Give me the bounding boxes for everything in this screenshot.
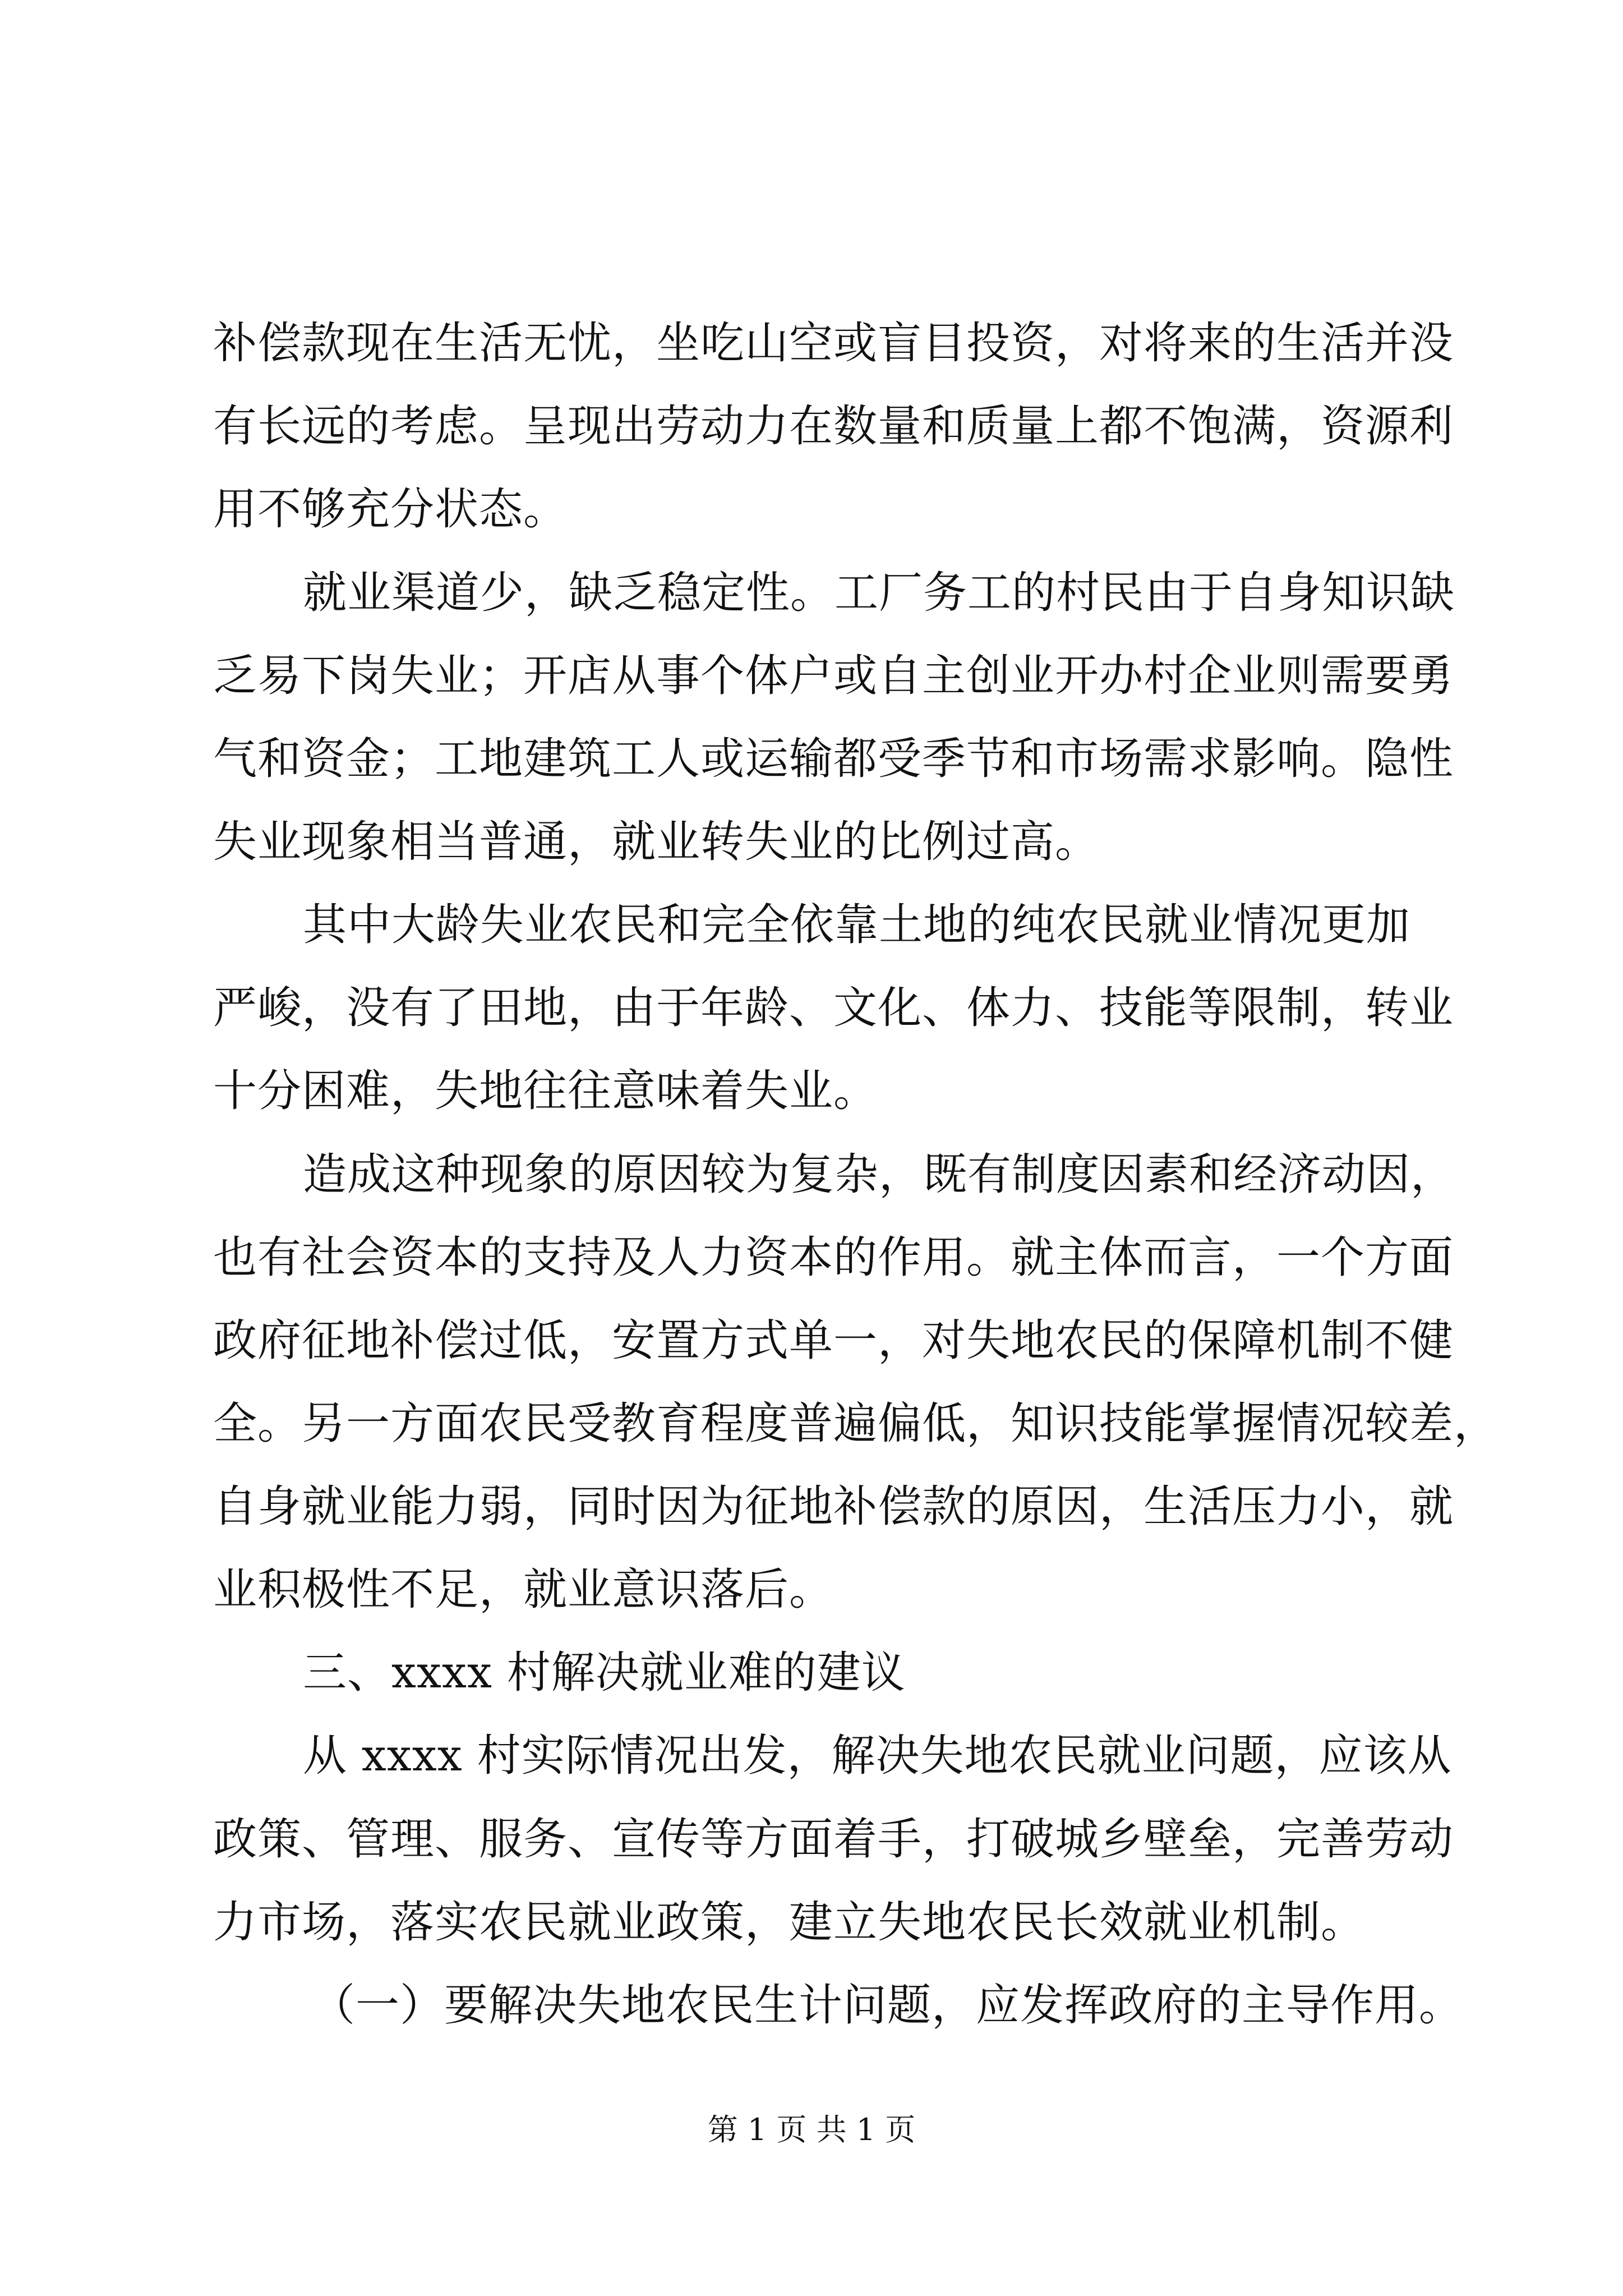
paragraph-first-line: 就业渠道少，缺乏稳定性。工厂务工的村民由于自身知识缺 bbox=[303, 568, 1455, 618]
body-text-line: 气和资金；工地建筑工人或运输都受季节和市场需求影响。隐性 bbox=[213, 734, 1454, 784]
body-text-line: 补偿款现在生活无忧，坐吃山空或盲目投资，对将来的生活并没 bbox=[213, 318, 1454, 369]
body-text-line: 严峻，没有了田地，由于年龄、文化、体力、技能等限制，转业 bbox=[213, 983, 1454, 1033]
body-text-line: 政策、管理、服务、宣传等方面着手，打破城乡壁垒，完善劳动 bbox=[213, 1814, 1454, 1865]
body-text-line: 用不够充分状态。 bbox=[213, 484, 568, 535]
body-text-line: 全。另一方面农民受教育程度普遍偏低，知识技能掌握情况较差， bbox=[213, 1398, 1498, 1449]
body-text-line: 十分困难，失地往往意味着失业。 bbox=[213, 1066, 878, 1116]
body-text-line: 有长远的考虑。呈现出劳动力在数量和质量上都不饱满，资源利 bbox=[213, 401, 1454, 452]
section-heading: 三、xxxx 村解决就业难的建议 bbox=[303, 1648, 906, 1698]
body-text-line: 失业现象相当普通，就业转失业的比例过高。 bbox=[213, 817, 1100, 867]
paragraph-first-line: 造成这种现象的原因较为复杂，既有制度因素和经济动因， bbox=[303, 1149, 1455, 1200]
body-text-line: 也有社会资本的支持及人力资本的作用。就主体而言，一个方面 bbox=[213, 1232, 1454, 1283]
body-text-line: 自身就业能力弱，同时因为征地补偿款的原因，生活压力小，就 bbox=[213, 1481, 1454, 1532]
subsection-heading: （一）要解决失地农民生计问题，应发挥政府的主导作用。 bbox=[311, 1980, 1464, 2031]
paragraph-first-line: 其中大龄失业农民和完全依靠土地的纯农民就业情况更加 bbox=[303, 900, 1411, 950]
body-text-line: 政府征地补偿过低，安置方式单一，对失地农民的保障机制不健 bbox=[213, 1315, 1454, 1366]
page-footer: 第 1 页 共 1 页 bbox=[707, 2112, 916, 2147]
body-text-line: 业积极性不足，就业意识落后。 bbox=[213, 1565, 834, 1615]
paragraph-first-line: 从 xxxx 村实际情况出发，解决失地农民就业问题，应该从 bbox=[303, 1731, 1452, 1781]
body-text-line: 乏易下岗失业；开店从事个体户或自主创业开办村企业则需要勇 bbox=[213, 651, 1454, 701]
body-text-line: 力市场，落实农民就业政策，建立失地农民长效就业机制。 bbox=[213, 1897, 1366, 1948]
